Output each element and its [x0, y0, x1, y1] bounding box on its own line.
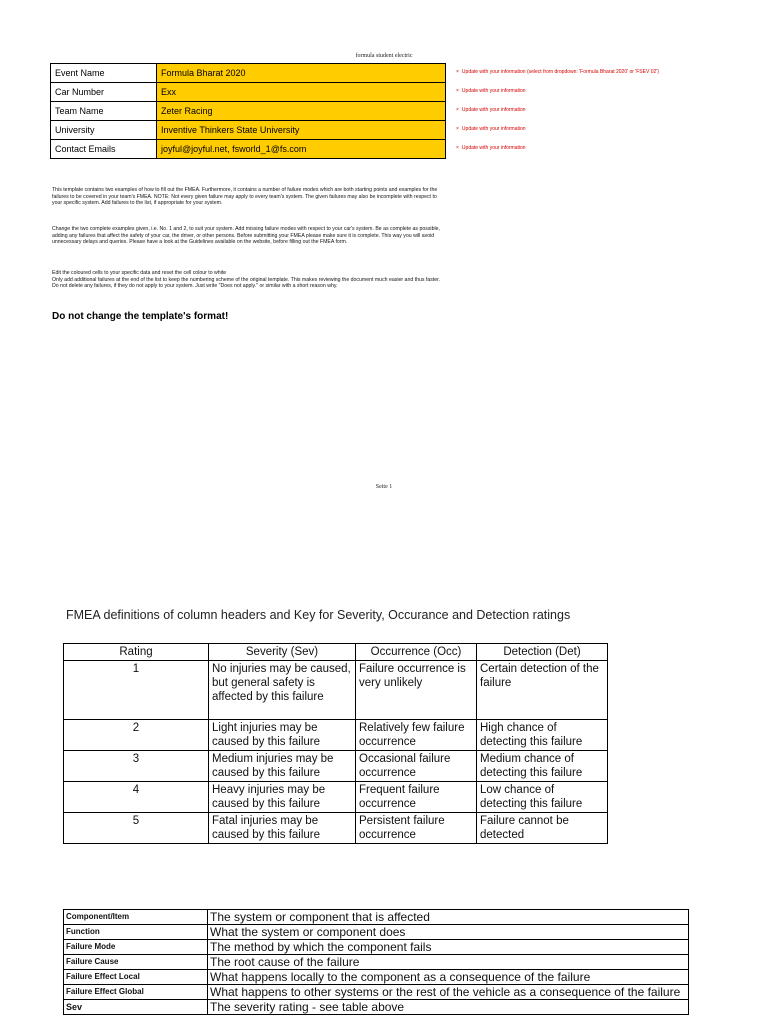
severity-cell: Medium injuries may be caused by this failure	[209, 751, 356, 782]
note-bullet-icon: ×	[456, 69, 459, 75]
table-row	[51, 64, 446, 83]
intro-paragraph-1: This template contains two examples of how to fill out the FMEA. Furthermore, it contains a number of failure modes which are both starting points and examples for the failures to be covered in your team's FMEA. NOTE: Not every given failure may apply to every team's system. The given failures may also be incomplete with respect to your specific system. Add failures to the list, if appropriate for your system.	[52, 187, 438, 207]
table-row	[64, 1000, 689, 1015]
table-row	[51, 83, 446, 102]
detection-cell: Low chance of detecting this failure	[477, 782, 608, 813]
table-row	[64, 925, 689, 940]
definition-cell: What happens locally to the component as a consequence of the failure	[208, 970, 689, 985]
table-row	[51, 121, 446, 140]
severity-cell: Heavy injuries may be caused by this failure	[209, 782, 356, 813]
detection-cell: Certain detection of the failure	[477, 661, 608, 720]
rating-cell: 1	[64, 661, 209, 720]
term-cell: Component/Item	[64, 910, 208, 925]
term-cell: Failure Cause	[64, 955, 208, 970]
severity-header: Severity (Sev)	[209, 644, 356, 661]
definition-cell: What happens to other systems or the rest of the vehicle as a consequence of the failure	[208, 985, 689, 1000]
contact-emails-label: Contact Emails	[51, 140, 157, 159]
definition-cell: The severity rating - see table above	[208, 1000, 689, 1015]
intro-paragraph-2: Change the two complete examples given, i.e. No. 1 and 2, to suit your system. Add missing failure modes with respect to your car's system. Be as complete as possible, adding any failures that affect the safety of your car, the driver, or other persons. Before submitting your FMEA please make sure it is complete. This way you will avoid unnecessary delays and queries. Please have a look at the Guidelines available on the website, before filling out the FMEA form.	[52, 226, 440, 246]
table-row	[64, 751, 608, 782]
table-row	[64, 813, 608, 844]
note-text: Update with your information	[461, 107, 526, 113]
definition-cell: The system or component that is affected	[208, 910, 689, 925]
occurrence-header: Occurrence (Occ)	[356, 644, 477, 661]
note-bullet-icon: ×	[456, 107, 459, 113]
table-row	[64, 782, 608, 813]
definition-cell: The root cause of the failure	[208, 955, 689, 970]
note-text: Update with your information	[461, 88, 526, 94]
event-info-table	[50, 63, 446, 159]
note-text: Update with your information	[461, 145, 526, 151]
contact-emails-note	[456, 139, 659, 158]
term-cell: Failure Mode	[64, 940, 208, 955]
table-row	[64, 970, 689, 985]
team-name-cell[interactable]: Zeter Racing	[157, 102, 446, 121]
note-bullet-icon: ×	[456, 145, 459, 151]
table-row	[64, 940, 689, 955]
table-row	[64, 661, 608, 720]
occurrence-cell: Failure occurrence is very unlikely	[356, 661, 477, 720]
car-number-label: Car Number	[51, 83, 157, 102]
car-number-note	[456, 82, 659, 101]
format-warning: Do not change the template's format!	[52, 311, 229, 322]
contact-emails-cell[interactable]: joyful@joyful.net, fsworld_1@fs.com	[157, 140, 446, 159]
event-name-note	[456, 63, 659, 82]
table-row	[64, 910, 689, 925]
rating-cell: 4	[64, 782, 209, 813]
definition-cell: The method by which the component fails	[208, 940, 689, 955]
term-cell: Failure Effect Local	[64, 970, 208, 985]
update-notes	[456, 63, 659, 158]
term-cell: Function	[64, 925, 208, 940]
occurrence-cell: Frequent failure occurrence	[356, 782, 477, 813]
table-header-row	[64, 644, 608, 661]
term-cell: Sev	[64, 1000, 208, 1015]
rating-cell: 5	[64, 813, 209, 844]
university-cell[interactable]: Inventive Thinkers State University	[157, 121, 446, 140]
team-name-note	[456, 101, 659, 120]
detection-cell: High chance of detecting this failure	[477, 720, 608, 751]
table-row	[64, 720, 608, 751]
note-bullet-icon: ×	[456, 88, 459, 94]
event-name-cell[interactable]: Formula Bharat 2020	[157, 64, 446, 83]
table-row	[64, 985, 689, 1000]
table-row	[51, 140, 446, 159]
term-cell: Failure Effect Global	[64, 985, 208, 1000]
rating-key-table	[63, 643, 608, 844]
table-row	[64, 955, 689, 970]
rating-header: Rating	[64, 644, 209, 661]
severity-cell: Fatal injuries may be caused by this failure	[209, 813, 356, 844]
column-definitions-table	[63, 909, 689, 1015]
note-bullet-icon: ×	[456, 126, 459, 132]
car-number-cell[interactable]: Exx	[157, 83, 446, 102]
rating-cell: 2	[64, 720, 209, 751]
page-label: Seite 1	[375, 484, 393, 490]
note-text: Update with your information	[461, 126, 526, 132]
document-header: formula student electric	[355, 53, 413, 59]
rating-cell: 3	[64, 751, 209, 782]
severity-cell: No injuries may be caused, but general safety is affected by this failure	[209, 661, 356, 720]
university-note	[456, 120, 659, 139]
event-name-label: Event Name	[51, 64, 157, 83]
occurrence-cell: Occasional failure occurrence	[356, 751, 477, 782]
university-label: University	[51, 121, 157, 140]
team-name-label: Team Name	[51, 102, 157, 121]
fmea-definitions-title: FMEA definitions of column headers and Key for Severity, Occurance and Detection ratings	[66, 608, 571, 622]
add-failures-instruction: Only add additional failures at the end of the list to keep the numbering scheme of the original template. This makes reviewing the document much easier and thus faster. Do not delete any failures, if they do not apply to your system. Just write "Does not apply." or similar with a short reason why.	[52, 276, 441, 290]
occurrence-cell: Persistent failure occurrence	[356, 813, 477, 844]
detection-header: Detection (Det)	[477, 644, 608, 661]
table-row	[51, 102, 446, 121]
edit-cells-instruction: Edit the coloured cells to your specific data and reset the cell colour to white	[52, 270, 227, 276]
detection-cell: Medium chance of detecting this failure	[477, 751, 608, 782]
occurrence-cell: Relatively few failure occurrence	[356, 720, 477, 751]
detection-cell: Failure cannot be detected	[477, 813, 608, 844]
note-text: Update with your information (select from dropdown: 'Formula Bharat 2020' or 'FSEV 02')	[461, 69, 659, 75]
definition-cell: What the system or component does	[208, 925, 689, 940]
severity-cell: Light injuries may be caused by this failure	[209, 720, 356, 751]
intro-paragraph-3	[52, 270, 444, 290]
